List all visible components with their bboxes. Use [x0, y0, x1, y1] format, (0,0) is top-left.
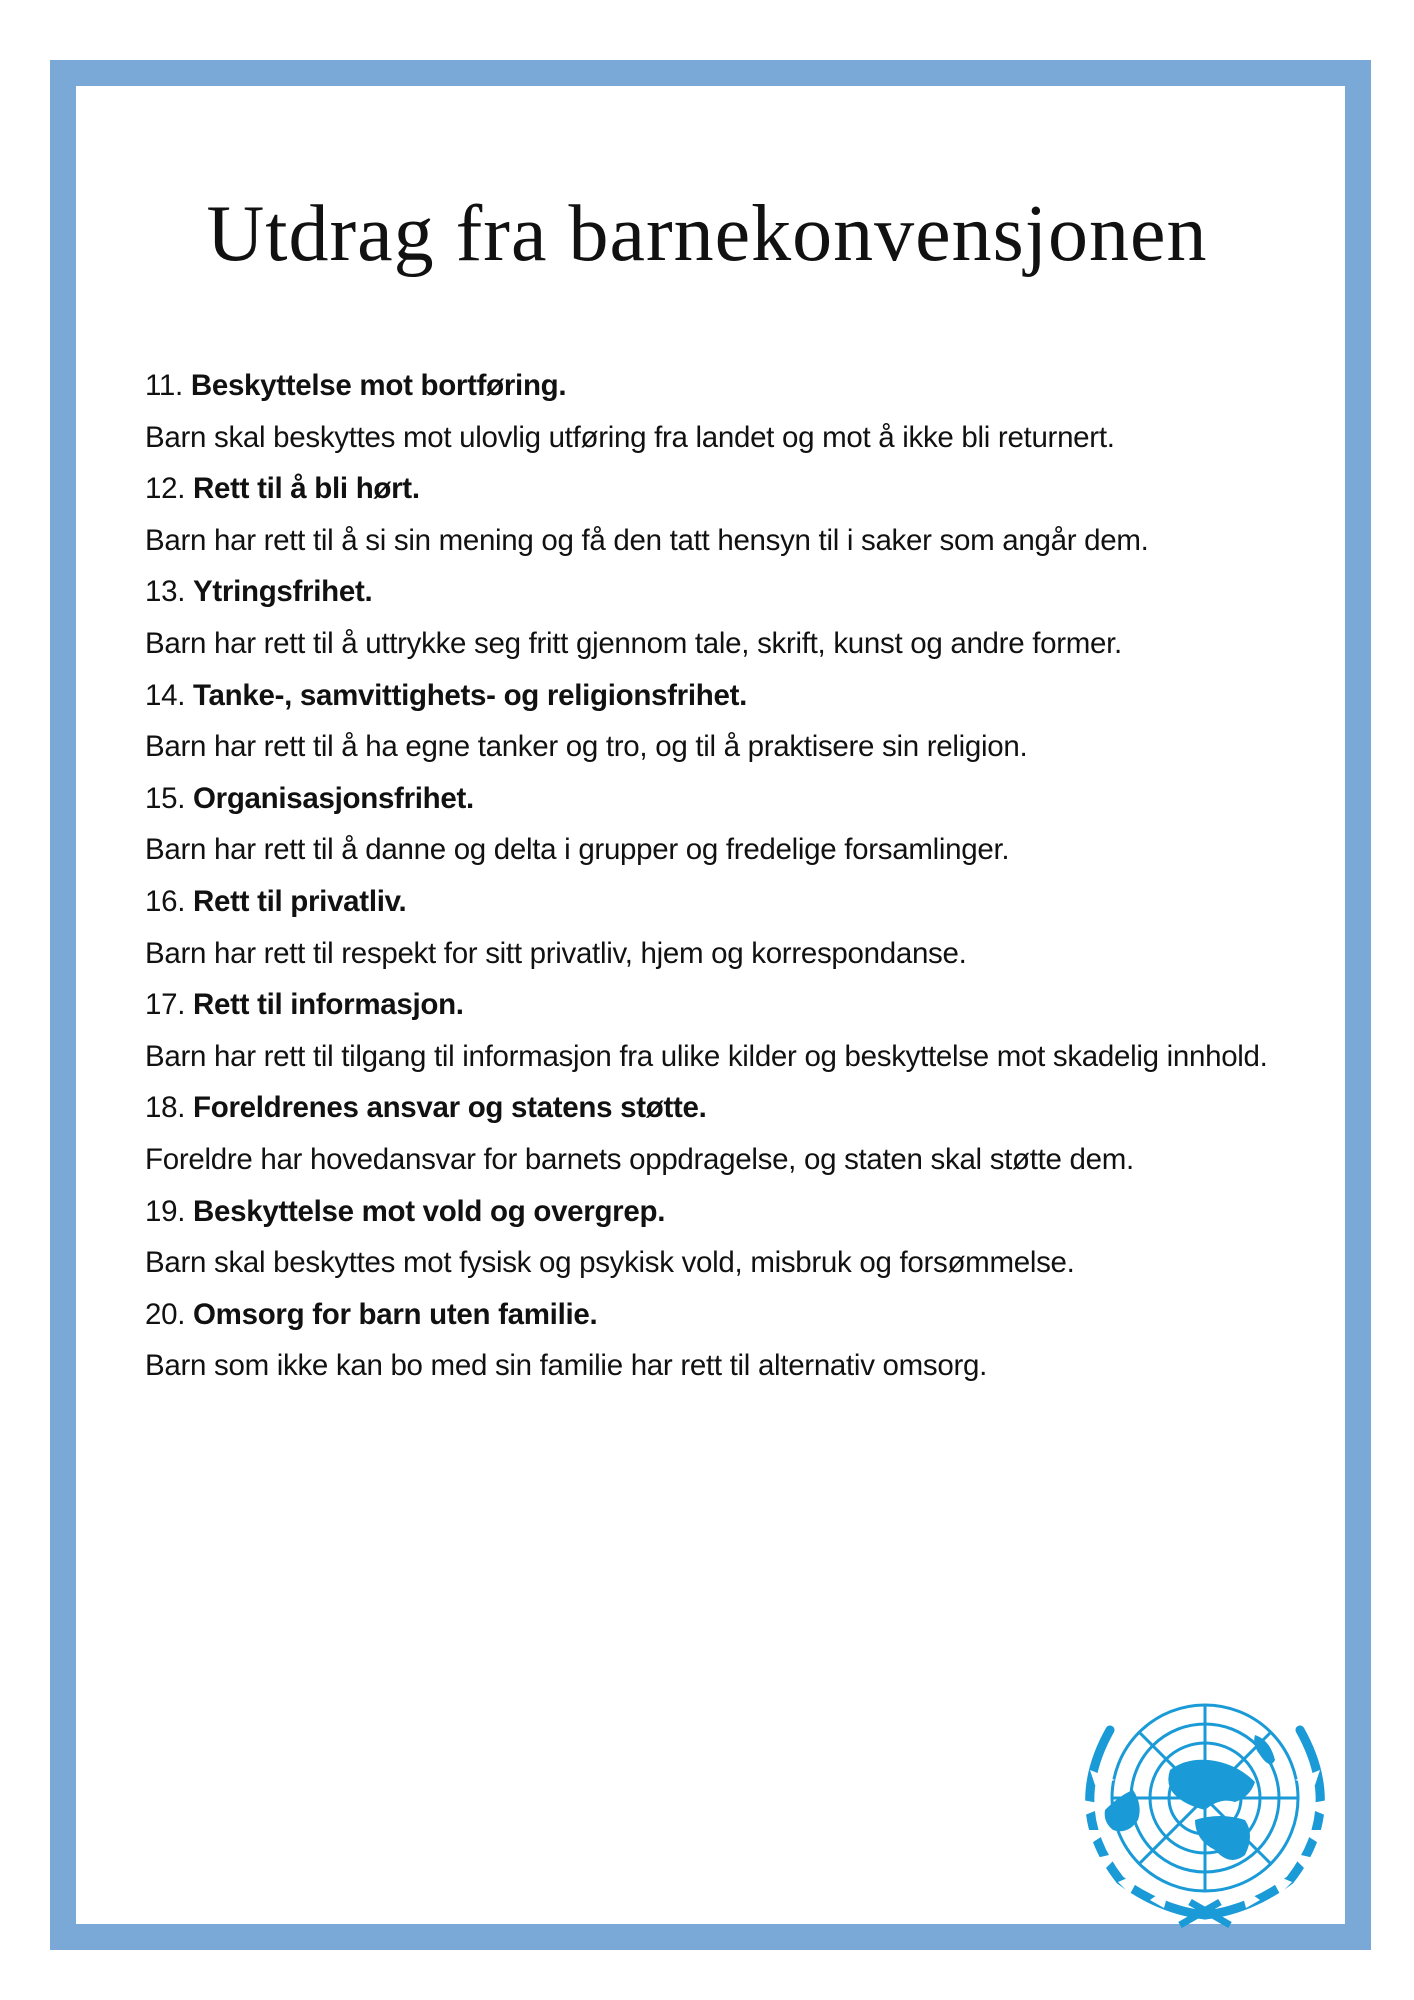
- article-number: 11.: [145, 369, 183, 402]
- article-number: 17.: [145, 988, 186, 1022]
- article-list: [145, 360, 1305, 1392]
- article-text: Barn har rett til å si sin mening og få den tatt hensyn til i saker som angår dem.: [145, 523, 1149, 557]
- article-text: Foreldre har hovedansvar for barnets oppdragelse, og staten skal støtte dem.: [145, 1142, 1134, 1176]
- article-number: 18.: [145, 1091, 186, 1125]
- article-title: Omsorg for barn uten familie.: [193, 1297, 598, 1331]
- article-number: 12.: [145, 472, 186, 506]
- article-text: Barn har rett til respekt for sitt privatliv, hjem og korrespondanse.: [145, 936, 967, 970]
- article-text: Barn har rett til å danne og delta i grupper og fredelige forsamlinger.: [145, 833, 1010, 867]
- article-text: Barn skal beskyttes mot ulovlig utføring fra landet og mot å ikke bli returnert.: [145, 420, 1115, 454]
- article-heading: [145, 1082, 1305, 1134]
- article-number: 20.: [145, 1297, 186, 1331]
- article-text: Barn har rett til tilgang til informasjon fra ulike kilder og beskyttelse mot skadelig innhold.: [145, 1039, 1268, 1073]
- article-title: Beskyttelse mot bortføring.: [190, 369, 567, 402]
- article-heading: [145, 1186, 1305, 1238]
- article-number: 16.: [145, 884, 186, 918]
- article-text: Barn har rett til å uttrykke seg fritt gjennom tale, skrift, kunst og andre former.: [145, 626, 1122, 660]
- article-title: Ytringsfrihet.: [193, 575, 373, 609]
- article-heading: [145, 463, 1305, 515]
- article-title: Rett til privatliv.: [193, 884, 407, 918]
- article-text: Barn skal beskyttes mot fysisk og psykisk vold, misbruk og forsømmelse.: [145, 1246, 1075, 1280]
- page-title: Utdrag fra barnekonvensjonen: [206, 189, 1208, 278]
- article-heading: [145, 979, 1305, 1031]
- article-title: Foreldrenes ansvar og statens støtte.: [193, 1091, 707, 1125]
- article-number: 13.: [145, 575, 186, 609]
- article-title: Beskyttelse mot vold og overgrep.: [193, 1194, 666, 1228]
- un-emblem-icon: [1070, 1690, 1340, 1930]
- article-heading: [145, 670, 1305, 722]
- article-title: Organisasjonsfrihet.: [193, 781, 474, 815]
- article-heading: [145, 360, 1305, 412]
- article-number: 19.: [145, 1194, 186, 1228]
- article-heading: [145, 773, 1305, 825]
- article-heading: [145, 876, 1305, 928]
- article-title: Rett til å bli hørt.: [193, 472, 420, 506]
- article-number: 14.: [145, 678, 186, 712]
- article-number: 15.: [145, 781, 186, 815]
- article-title: Rett til informasjon.: [193, 988, 464, 1022]
- article-text: Barn som ikke kan bo med sin familie har rett til alternativ omsorg.: [145, 1349, 988, 1383]
- article-title: Tanke-, samvittighets- og religionsfrihet.: [193, 678, 748, 712]
- article-heading: [145, 1289, 1305, 1341]
- article-text: Barn har rett til å ha egne tanker og tro, og til å praktisere sin religion.: [145, 730, 1028, 764]
- article-heading: [145, 566, 1305, 618]
